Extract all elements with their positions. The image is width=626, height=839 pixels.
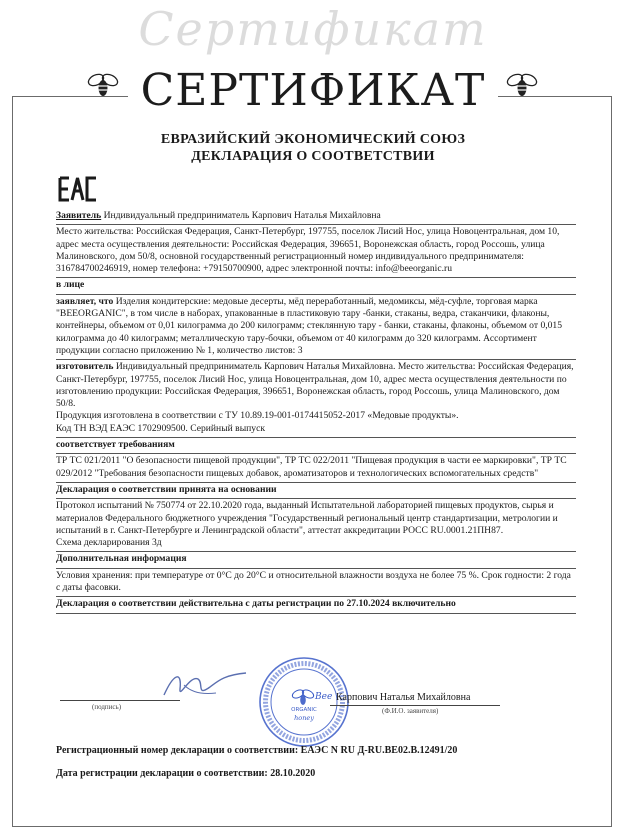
requirements-label: соответствует требованиям: [56, 439, 175, 451]
manufacturer-section: [56, 361, 576, 410]
page-title: СЕРТИФИКАТ: [128, 58, 498, 124]
bee-icon: [86, 70, 120, 100]
product-code: Код ТН ВЭД ЕАЭС 1702909500. Серийный выпуск: [56, 422, 266, 434]
script-watermark-word: Сертификат: [138, 2, 488, 56]
registration-number: Регистрационный номер декларации о соответствии: ЕАЭС N RU Д-RU.BE02.B.12491/20: [56, 745, 458, 756]
in-person-label: в лице: [56, 279, 85, 291]
signature-scribble: [160, 665, 250, 705]
declares-section: [56, 296, 576, 357]
validity-text: Декларация о соответствии действительна с даты регистрации по 27.10.2024 включительно: [56, 598, 456, 610]
declaration-heading: ДЕКЛАРАЦИЯ О СООТВЕТСТВИИ: [191, 149, 435, 164]
declaration-body: [56, 210, 576, 615]
declares-text: Изделия кондитерские: медовые десерты, мёд переработанный, медомиксы, мёд-суфле, торговая марка "BEEORGANIC", в том числе в наборах, упакованные в пластиковую тару -банки, стаканы, ведра, стаканчики, флаконы, контейнеры, объемом от 0,01 килограмма до 200 килограмм; стеклянную тару - банки, стаканы, флаконы, объемом от 0,015 килограмма до 40 килограмм; металлическую тару-бочки, объемом от 40 килограмм до 320 килограмм. Ассортимент продукции согласно приложению № 1, количество листов: 3: [56, 295, 563, 356]
signature-line: [60, 700, 180, 701]
applicant-name: Индивидуальный предприниматель Карпович Наталья Михайловна: [103, 210, 381, 221]
signature-caption: (подпись): [92, 703, 122, 711]
stamp-word: honey: [294, 714, 314, 722]
applicant-fio: Карпович Наталья Михайловна: [336, 692, 471, 703]
declares-label: заявляет, что: [56, 295, 114, 307]
manufacturer-label: изготовитель: [56, 361, 114, 373]
eac-mark-icon: [58, 176, 98, 202]
title-row: [0, 58, 626, 130]
fio-caption: (Ф.И.О. заявителя): [382, 707, 439, 715]
basis-text: Протокол испытаний № 750774 от 22.10.2020 года, выданный Испытательной лабораторией пищевых продуктов, сырья и материалов Федерального бюджетного учреждения "Государственный региональный центр стандартизации, метрологии и испытаний в г. Санкт-Петербурге и Ленинградской области", аттестат аккредитации РОСС RU.0001.21ПН87.: [56, 500, 558, 536]
fio-line: [330, 705, 500, 706]
produced-according: Продукция изготовлена в соответствии с ТУ 10.89.19-001-0174415052-2017 «Медовые продукты».: [56, 410, 459, 422]
scheme-text: Схема декларирования 3д: [56, 537, 162, 549]
union-heading: [0, 131, 626, 165]
applicant-label: Заявитель: [56, 210, 102, 221]
applicant-address: Место жительства: Российская Федерация, Санкт-Петербург, 197755, поселок Лисий Нос, улица Новоцентральная, дом 10, адрес места осуществления деятельности: Российская Федерация, 396651, Воронежская область, город Россошь, улица Малиновского, дом 50/8, основной государственный регистрационный номер индивидуального предпринимателя: 316784700246919, номер телефона: +79150700900, адрес электронной почты: info@beeorganic.ru: [56, 226, 560, 275]
requirements-text: ТР ТС 021/2011 "О безопасности пищевой продукции", ТР ТС 022/2011 "Пищевая продукция в части ее маркировки", ТР ТС 029/2012 "Требования безопасности пищевых добавок, ароматизаторов и технологических вспомогательных средств": [56, 455, 567, 479]
additional-text: Условия хранения: при температуре от 0°С до 20°С и относительной влажности воздуха не более 75 %. Срок годности: 2 года с даты фасовки.: [56, 569, 571, 594]
registration-date: Дата регистрации декларации о соответствии: 28.10.2020: [56, 768, 316, 779]
stamp-sub: ORGANIC: [291, 707, 317, 713]
union-name: ЕВРАЗИЙСКИЙ ЭКОНОМИЧЕСКИЙ СОЮЗ: [160, 132, 466, 147]
manufacturer-text: Индивидуальный предприниматель Карпович Наталья Михайловна. Место жительства: Российская Федерация, Санкт-Петербург, 197755, поселок Лисий Нос, улица Новоцентральная, дом 10, адрес места осуществления деятельности по изготовлению продукции: Российская Федерация, 396651, Воронежская область, город Россошь, улица Малиновского, дом 50/8.: [56, 361, 574, 410]
basis-label: Декларация о соответствии принята на основании: [56, 483, 277, 495]
stamp-brand: Bee: [315, 692, 333, 702]
bee-icon: [505, 70, 539, 100]
applicant-section: [56, 210, 576, 222]
additional-label: Дополнительная информация: [56, 553, 187, 565]
